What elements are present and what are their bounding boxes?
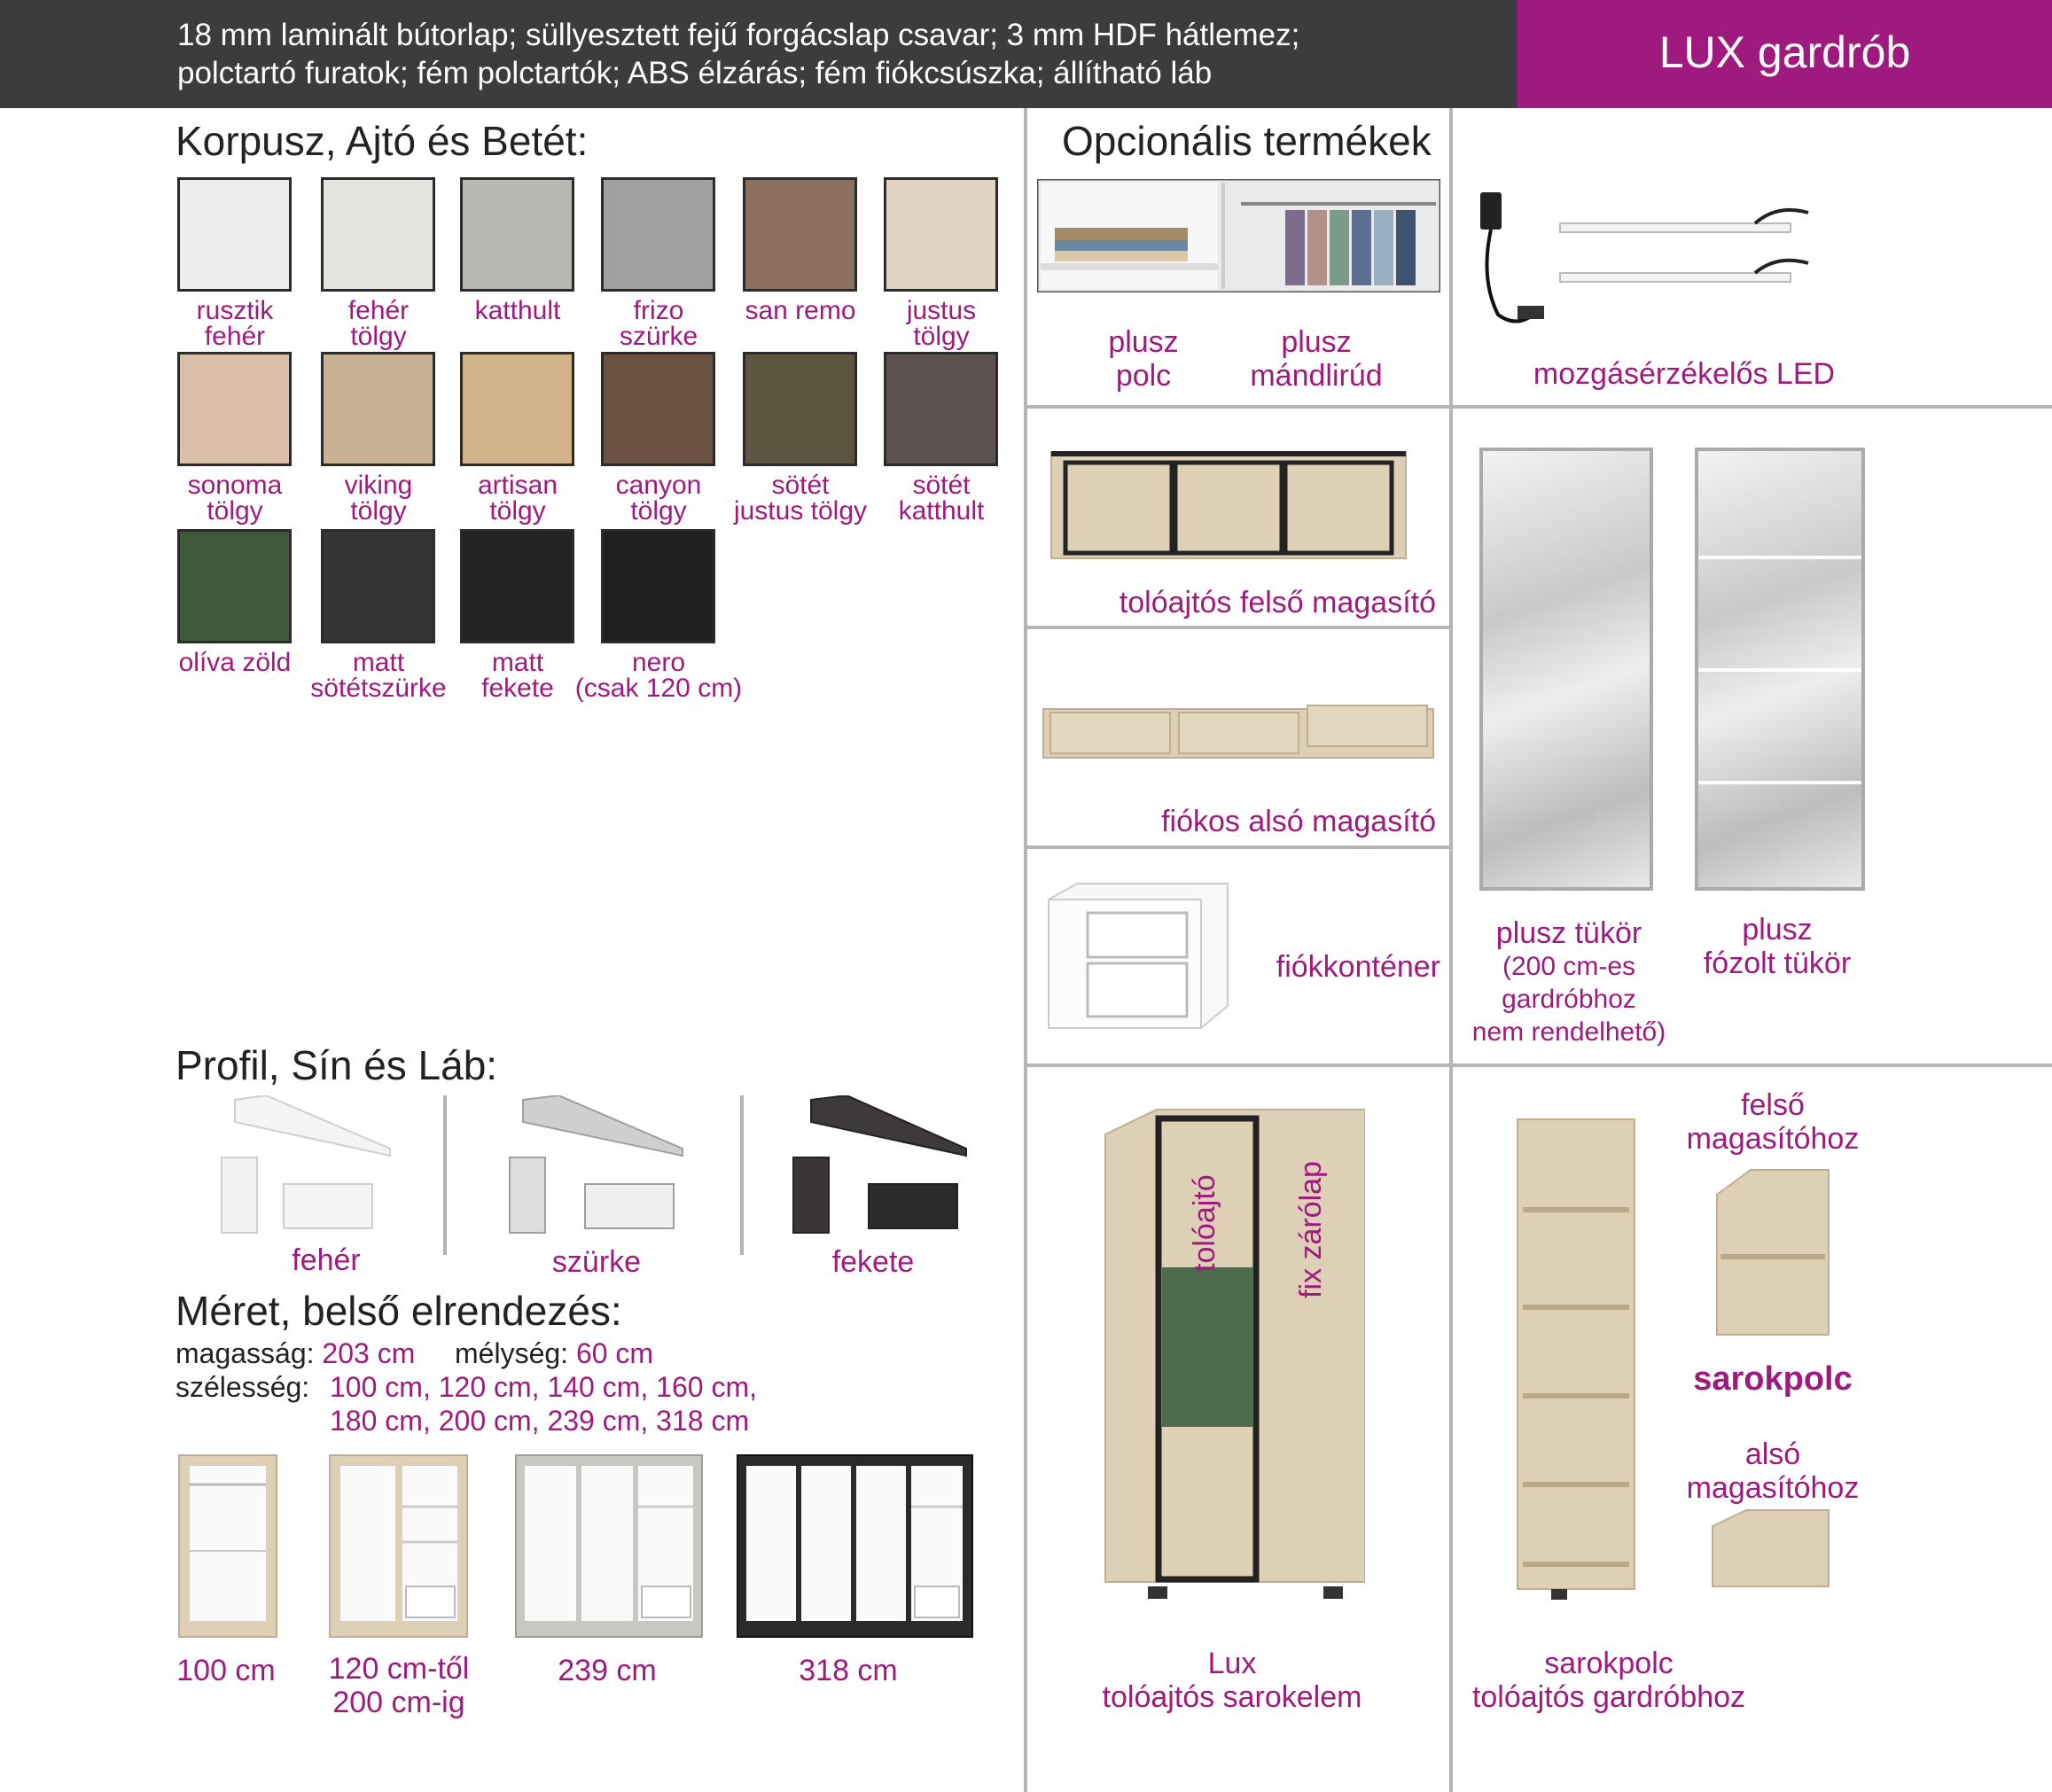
swatch-label [308, 298, 449, 349]
color-swatch [460, 177, 574, 292]
drawer-container-image [1042, 882, 1232, 1032]
swatch-label-line-2: tölgy [913, 322, 970, 351]
width-values-line-2: 180 cm, 200 cm, 239 cm, 318 cm [330, 1405, 750, 1437]
swatch-label [164, 650, 306, 675]
hline-4 [1026, 1064, 2052, 1067]
color-swatch [601, 529, 715, 643]
mirror-faceted-image [1695, 448, 1865, 891]
swatch-label-line-2: justus tölgy [733, 496, 868, 526]
mirror-plain-line-1: plusz tükör [1495, 916, 1642, 950]
spec-line-1: 18 mm laminált bútorlap; süllyesztett fejű forgácslap csavar; 3 mm HDF hátlemez; [177, 18, 1300, 52]
shelf-top-line-1: felső [1741, 1088, 1805, 1122]
hline-1 [1026, 405, 2052, 409]
corner-shelf-top-image [1715, 1168, 1830, 1336]
swatch-label [588, 298, 730, 349]
plus-shelf-label [1073, 325, 1214, 393]
swatch-label-line-1: matt [491, 648, 544, 677]
height-row [176, 1336, 415, 1370]
swatch-label-line-2: tölgy [207, 496, 263, 526]
mirror-plain-line-2: (200 cm-es [1502, 952, 1636, 981]
mirror-faceted-line-1: plusz [1742, 913, 1813, 947]
profile-label-white: fehér [292, 1243, 361, 1277]
profile-gray-image [496, 1095, 691, 1237]
variant-label-239: 239 cm [558, 1654, 657, 1687]
shelf-top-label [1666, 1088, 1879, 1156]
swatch-label-line-2: (csak 120 cm) [574, 674, 743, 703]
swatch-label-line-1: sonoma [187, 471, 283, 500]
plus-rod-label [1228, 325, 1405, 393]
swatch-label-line-1: justus [906, 296, 977, 325]
spec-text [177, 16, 1489, 92]
color-swatch [743, 177, 857, 292]
led-label: mozgásérzékelős LED [1533, 357, 1836, 391]
hline-2 [1026, 626, 1451, 629]
swatch-label-line-1: matt [352, 648, 405, 677]
color-swatch [321, 352, 435, 466]
corner-element-caption [1055, 1647, 1409, 1714]
swatch-label [703, 472, 898, 524]
bottom-extension-image [1042, 700, 1436, 762]
swatch-label-line-2: tölgy [350, 496, 407, 526]
depth-label: mélység: [455, 1337, 569, 1369]
color-swatch [460, 529, 574, 643]
optional-title: Opcionális termékek [1062, 118, 1432, 164]
swatch-label-line-1: rusztik [196, 296, 274, 325]
right-divider [1449, 108, 1453, 1792]
shelf-top-line-2: magasítóhoz [1686, 1122, 1860, 1156]
drawer-container-label: fiókkonténer [1276, 950, 1440, 984]
corner-shelf-name: sarokpolc [1693, 1360, 1853, 1398]
swatch-label-line-2: sötétszürke [310, 674, 447, 703]
mirror-faceted-line-2: fózolt tükör [1703, 947, 1852, 980]
swatch-label-line-1: canyon [615, 471, 702, 500]
sliding-door-vertical-label: tolóajtó [1188, 1174, 1221, 1272]
color-swatch [460, 352, 574, 466]
depth-row [455, 1336, 653, 1370]
swatch-label-line-1: sötét [771, 471, 830, 500]
profile-white-image [213, 1095, 399, 1237]
depth-value: 60 cm [575, 1337, 654, 1369]
shelf-caption-line-1: sarokpolc [1544, 1647, 1674, 1680]
plus-rod-line-1: plusz [1281, 325, 1352, 359]
width-values-line-1: 100 cm, 120 cm, 140 cm, 160 cm, [330, 1371, 757, 1403]
facet-line-1 [1698, 556, 1861, 559]
swatch-label [447, 472, 589, 524]
color-swatch [321, 529, 435, 643]
colors-title: Korpusz, Ajtó és Betét: [176, 118, 589, 164]
plus-shelf-line-1: plusz [1108, 325, 1179, 359]
spec-line-2: polctartó furatok; fém polctartók; ABS élzárás; fém fiókcsúszka; állítható láb [177, 56, 1213, 90]
profile-black-image [784, 1095, 975, 1237]
variant-label-120-200 [319, 1652, 479, 1719]
variant-label-120-line-1: 120 cm-től [328, 1652, 470, 1686]
swatch-label-line-2: katthult [898, 496, 985, 526]
swatch-label-line-1: nero [631, 648, 686, 677]
shelf-rod-image [1037, 179, 1440, 292]
swatch-label-line-2: tölgy [489, 496, 546, 526]
swatch-label-line-1: katthult [474, 296, 561, 325]
mirror-plain-image [1479, 448, 1653, 891]
swatch-label-line-2: tölgy [350, 322, 407, 351]
swatch-label-line-1: frizo [633, 296, 684, 325]
swatch-label [730, 298, 871, 323]
mirror-plain-line-3: gardróbhoz [1502, 985, 1636, 1014]
color-swatch [884, 352, 998, 466]
wardrobe-239-image [514, 1453, 705, 1640]
shelf-bottom-line-1: alsó [1744, 1437, 1801, 1471]
height-label: magasság: [176, 1337, 315, 1369]
corner-caption-line-2: tolóajtós sarokelem [1102, 1680, 1362, 1714]
profile-divider-2 [740, 1095, 744, 1255]
width-label: szélesség: [176, 1371, 310, 1403]
height-value: 203 cm [322, 1337, 416, 1369]
facet-line-3 [1698, 781, 1861, 784]
wardrobe-100-image [177, 1453, 279, 1640]
color-swatch [177, 352, 292, 466]
mirror-faceted-label [1680, 913, 1875, 980]
swatch-label-line-1: sötét [912, 471, 971, 500]
bottom-extension-label: fiókos alsó magasító [1161, 805, 1436, 838]
swatch-label-line-1: viking [344, 471, 413, 500]
corner-shelf-bottom-image [1711, 1508, 1830, 1588]
plus-shelf-line-2: polc [1115, 359, 1172, 393]
swatch-label-line-1: fehér [347, 296, 410, 325]
swatch-label [164, 472, 306, 524]
page-title: LUX gardrób [1658, 27, 1911, 77]
fixed-panel-vertical-label: fix zárólap [1294, 1161, 1328, 1298]
swatch-label [561, 650, 756, 701]
variant-label-318: 318 cm [799, 1654, 898, 1687]
plus-rod-line-2: mándlirúd [1250, 359, 1383, 393]
swatch-label-line-2: szürke [619, 322, 698, 351]
variant-label-100: 100 cm [176, 1654, 276, 1687]
color-swatch [743, 352, 857, 466]
swatch-label [870, 472, 1012, 524]
color-swatch [601, 177, 715, 292]
corner-shelf-image [1516, 1112, 1640, 1600]
swatch-label-line-1: san remo [745, 296, 856, 325]
profile-label-gray: szürke [551, 1245, 642, 1279]
swatch-label [164, 298, 306, 349]
led-image [1471, 182, 1826, 337]
variant-label-120-line-2: 200 cm-ig [332, 1686, 465, 1719]
swatch-label-line-1: artisan [477, 471, 558, 500]
profile-divider-1 [443, 1095, 447, 1255]
mirror-plain-line-4: nem rendelhető) [1471, 1017, 1666, 1047]
wardrobe-318-image [736, 1453, 975, 1640]
profile-title: Profil, Sín és Láb: [176, 1042, 498, 1088]
main-divider [1024, 108, 1027, 1792]
corner-caption-line-1: Lux [1207, 1647, 1257, 1680]
shelf-caption-line-2: tolóajtós gardróbhoz [1471, 1680, 1746, 1714]
shelf-bottom-label [1666, 1437, 1879, 1505]
facet-line-2 [1698, 668, 1861, 672]
hline-3 [1026, 845, 1451, 849]
top-extension-label: tolóajtós felső magasító [1119, 586, 1436, 619]
color-swatch [177, 177, 292, 292]
swatch-label [308, 472, 449, 524]
color-swatch [177, 529, 292, 643]
size-title: Méret, belső elrendezés: [176, 1288, 622, 1334]
color-swatch [884, 177, 998, 292]
swatch-label [870, 298, 1012, 349]
swatch-label-line-1: olíva zöld [178, 648, 292, 677]
swatch-label [308, 650, 449, 701]
swatch-label-line-2: fekete [481, 674, 554, 703]
top-extension-image [1046, 445, 1418, 569]
swatch-label-line-2: tölgy [630, 496, 687, 526]
shelf-bottom-line-2: magasítóhoz [1686, 1471, 1860, 1505]
wardrobe-120-200-image [328, 1453, 470, 1640]
color-swatch [321, 177, 435, 292]
swatch-label-line-2: fehér [204, 322, 266, 351]
profile-label-black: fekete [831, 1245, 915, 1279]
swatch-label [447, 298, 589, 323]
color-swatch [601, 352, 715, 466]
mirror-plain-label [1454, 916, 1684, 1048]
corner-shelf-caption [1449, 1647, 1768, 1714]
